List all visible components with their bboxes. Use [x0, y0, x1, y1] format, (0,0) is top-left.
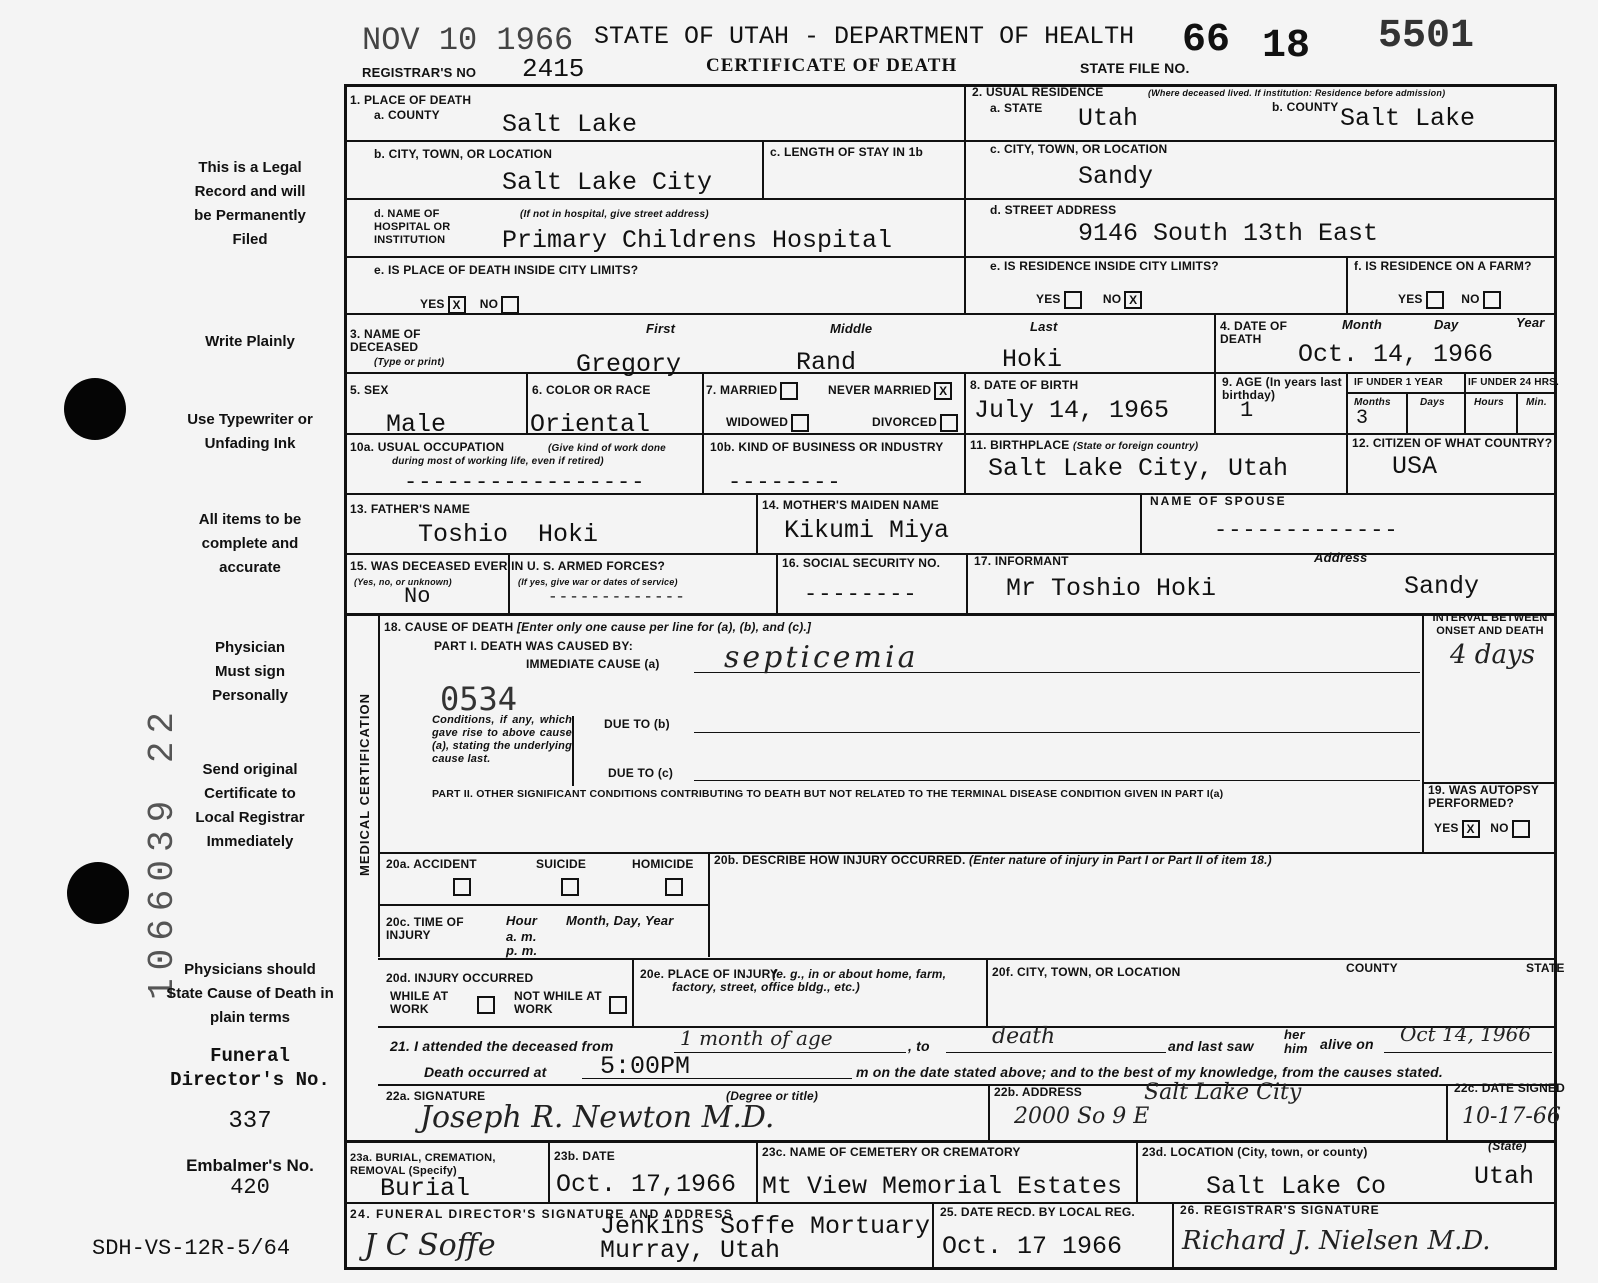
- pod-yes-checkbox[interactable]: X: [448, 296, 466, 314]
- accident-label: 20a. ACCIDENT: [386, 857, 477, 871]
- occupation-label: 10a. USUAL OCCUPATION: [350, 440, 505, 454]
- burial-label: 23a. BURIAL, CREMATION, REMOVAL (Specify): [350, 1152, 496, 1177]
- months-label: Months: [1354, 397, 1391, 408]
- pod-county-label: a. COUNTY: [374, 108, 440, 122]
- birthplace-value: Salt Lake City, Utah: [988, 454, 1289, 483]
- pod-city-label: b. CITY, TOWN, OR LOCATION: [374, 147, 553, 161]
- residence-label: 2. USUAL RESIDENCE: [972, 85, 1104, 99]
- sidebar-write-plainly: Write Plainly: [205, 333, 295, 350]
- citizen-label: 12. CITIZEN OF WHAT COUNTRY?: [1352, 436, 1553, 450]
- pod-stay-label: c. LENGTH OF STAY IN 1b: [770, 145, 924, 159]
- pod-inside-city-label: e. IS PLACE OF DEATH INSIDE CITY LIMITS?: [374, 263, 639, 277]
- dob-label: 8. DATE OF BIRTH: [970, 378, 1079, 392]
- time-injury-label: 20c. TIME OF INJURY: [386, 915, 464, 942]
- mdy-label: Month, Day, Year: [566, 913, 674, 928]
- race-value: Oriental: [530, 410, 651, 439]
- res-county-value: Salt Lake: [1340, 104, 1476, 133]
- funeral-city: Murray, Utah: [600, 1236, 781, 1265]
- father-value: Toshio Hoki: [418, 520, 599, 549]
- vertical-serial-number: [142, 520, 182, 1000]
- alive-on-label: alive on: [1320, 1036, 1374, 1052]
- injury-county-label: COUNTY: [1346, 961, 1398, 975]
- informant-value: Mr Toshio Hoki: [1006, 574, 1217, 603]
- pod-hospital-value: Primary Childrens Hospital: [502, 226, 893, 255]
- res-county-label: b. COUNTY: [1272, 100, 1339, 114]
- informant-label: 17. INFORMANT: [974, 554, 1069, 568]
- widowed-text: WIDOWED: [726, 415, 789, 430]
- sidebar-all-items: All items to be complete and accurate: [198, 511, 302, 576]
- form-code: SDH-VS-12R-5/64: [92, 1236, 291, 1261]
- state-file-label: STATE FILE NO.: [1080, 60, 1190, 76]
- punch-hole-bottom: [67, 862, 129, 924]
- location-state-label: (State): [1488, 1139, 1527, 1153]
- res-street-label: d. STREET ADDRESS: [990, 203, 1117, 217]
- month-label: Month: [1342, 317, 1382, 332]
- registrar-label: 26. REGISTRAR'S SIGNATURE: [1180, 1203, 1380, 1217]
- vertical-serial-text: 1066039 22: [142, 703, 183, 1000]
- farm-no-label: NO: [1461, 292, 1480, 307]
- res-farm-label: f. IS RESIDENCE ON A FARM?: [1354, 259, 1532, 273]
- sidebar-send-original: Send original Certificate to Local Registrar Immediately: [195, 761, 305, 850]
- sidebar-legal-record: This is a Legal Record and will be Permanently Filed: [194, 159, 306, 248]
- deceased-first: Gregory: [576, 350, 682, 379]
- not-while-work-checkbox[interactable]: [609, 996, 627, 1014]
- describe-label: [714, 854, 1272, 867]
- him-label: him: [1284, 1041, 1308, 1056]
- cemetery-label: 23c. NAME OF CEMETERY OR CREMATORY: [762, 1145, 1021, 1159]
- place-injury-label: 20e. PLACE OF INJURY: [640, 967, 779, 981]
- birthplace-label-text: 11. BIRTHPLACE: [970, 438, 1070, 452]
- pod-inside-city-options: [420, 296, 519, 314]
- res-yes-checkbox[interactable]: [1064, 291, 1082, 309]
- hour-label: Hour: [506, 913, 538, 928]
- pod-hospital-label: d. NAME OF HOSPITAL OR INSTITUTION: [374, 208, 451, 246]
- injury-state-label: STATE: [1526, 961, 1565, 975]
- res-city-value: Sandy: [1078, 162, 1154, 191]
- occurred-at-value: 5:00PM: [600, 1052, 691, 1081]
- autopsy-label: 19. WAS AUTOPSY PERFORMED?: [1428, 783, 1539, 810]
- interval-value: 4 days: [1450, 640, 1535, 670]
- armed-label: 15. WAS DECEASED EVER IN U. S. ARMED FORCES?: [350, 559, 666, 573]
- farm-yes-label: YES: [1398, 292, 1423, 307]
- occurred-suffix: m on the date stated above; and to the best of my knowledge, from the causes stated.: [856, 1064, 1444, 1080]
- pm-label: p. m.: [506, 943, 538, 958]
- homicide-checkbox[interactable]: [665, 878, 683, 896]
- interval-label: INTERVAL BETWEEN ONSET AND DEATH: [1432, 612, 1548, 637]
- while-work-checkbox[interactable]: [477, 996, 495, 1014]
- recd-label: 25. DATE RECD. BY LOCAL REG.: [940, 1205, 1135, 1219]
- never-married-text: NEVER MARRIED: [828, 383, 932, 398]
- sidebar-funeral-director-no: 337: [228, 1108, 272, 1135]
- occupation-note: (Give kind of work done during most of working life, even if retired): [392, 443, 666, 467]
- to-label: , to: [908, 1038, 930, 1054]
- not-while-work-label: NOT WHILE AT WORK: [514, 989, 602, 1016]
- occurred-label: 20d. INJURY OCCURRED: [386, 971, 534, 985]
- sex-label: 5. SEX: [350, 383, 389, 397]
- widowed-checkbox[interactable]: [791, 414, 809, 432]
- medical-certification-label: [352, 620, 376, 950]
- informant-address-label: Address: [1314, 550, 1368, 565]
- ssn-label: 16. SOCIAL SECURITY NO.: [782, 556, 941, 570]
- hours-label: Hours: [1474, 397, 1504, 408]
- physician-signature: Joseph R. Newton M.D.: [420, 1100, 775, 1135]
- deceased-name-note: (Type or print): [374, 357, 445, 368]
- injury-city-label: 20f. CITY, TOWN, OR LOCATION: [992, 965, 1181, 979]
- address-line-1: Salt Lake City: [1144, 1080, 1302, 1105]
- alive-on-value: Oct 14, 1966: [1400, 1022, 1532, 1046]
- stamp-date: NOV 10 1966: [362, 22, 574, 59]
- armed-value: No: [404, 584, 431, 609]
- middle-label: Middle: [830, 321, 873, 336]
- married-checkbox[interactable]: [780, 382, 798, 400]
- pod-city-value: Salt Lake City: [502, 168, 713, 197]
- age-value: 1: [1240, 398, 1254, 423]
- file-no-c: 5501: [1378, 14, 1475, 59]
- never-married-label: [828, 382, 952, 400]
- married-label: [706, 382, 798, 400]
- ssn-dashes: --------: [804, 582, 918, 607]
- sidebar-embalmer-label: Embalmer's No.: [186, 1156, 314, 1175]
- due-c-label: DUE TO (c): [608, 766, 674, 780]
- place-of-death-label: 1. PLACE OF DEATH: [350, 93, 472, 107]
- punch-hole-top: [64, 378, 126, 440]
- occurred-at-label: Death occurred at: [424, 1064, 547, 1080]
- location-value: Salt Lake Co: [1206, 1172, 1387, 1201]
- funeral-name: Jenkins Soffe Mortuary: [600, 1212, 931, 1241]
- res-inside-city-label: e. IS RESIDENCE INSIDE CITY LIMITS?: [990, 259, 1219, 273]
- registrar-signature: Richard J. Nielsen M.D.: [1182, 1226, 1491, 1256]
- while-work-label: [390, 990, 480, 1016]
- describe-note: (Enter nature of injury in Part I or Part II of item 18.): [969, 853, 1272, 867]
- sidebar-funeral-director-label: Funeral Director's No.: [170, 1045, 330, 1091]
- attended-to: death: [992, 1024, 1056, 1049]
- burial-value: Burial: [380, 1174, 471, 1203]
- autopsy-yes-label: YES: [1434, 821, 1459, 836]
- days-label: Days: [1420, 397, 1445, 408]
- under-24-label: IF UNDER 24 HRS.: [1468, 377, 1559, 388]
- burial-date-label: 23b. DATE: [554, 1149, 615, 1163]
- due-b-label: DUE TO (b): [604, 717, 670, 731]
- burial-date-value: Oct. 17,1966: [556, 1170, 737, 1199]
- accident-checkbox[interactable]: [453, 878, 471, 896]
- location-label: 23d. LOCATION (City, town, or county): [1142, 1145, 1368, 1159]
- suicide-label: SUICIDE: [536, 857, 587, 871]
- informant-address: Sandy: [1404, 572, 1480, 601]
- widowed-label: [726, 414, 809, 432]
- suicide-checkbox[interactable]: [561, 878, 579, 896]
- date-of-death-label: 4. DATE OF DEATH: [1220, 319, 1288, 346]
- armed-war-note: (If yes, give war or dates of service): [518, 577, 678, 587]
- armed-dashes: -------------: [548, 588, 686, 606]
- res-farm-options: [1398, 291, 1501, 309]
- occupation-dashes: -----------------: [404, 470, 646, 495]
- cause-code: 0534: [440, 680, 518, 718]
- father-label: 13. FATHER'S NAME: [350, 502, 471, 516]
- deceased-name-label: 3. NAME OF DECEASED: [350, 327, 421, 354]
- pod-hospital-note: (If not in hospital, give street address): [520, 209, 709, 220]
- spouse-dashes: -------------: [1214, 518, 1399, 543]
- date-signed-label: 22c. DATE SIGNED: [1454, 1081, 1566, 1095]
- file-no-b: 18: [1262, 24, 1311, 69]
- while-work-text: WHILE AT WORK: [390, 989, 449, 1016]
- recd-value: Oct. 17 1966: [942, 1232, 1123, 1261]
- married-text: 7. MARRIED: [706, 383, 778, 398]
- immediate-label: IMMEDIATE CAUSE (a): [526, 657, 660, 671]
- mother-value: Kikumi Miya: [784, 516, 950, 545]
- immediate-cause-value: septicemia: [724, 640, 919, 675]
- cemetery-value: Mt View Memorial Estates: [762, 1172, 1123, 1201]
- am-label: a. m.: [506, 929, 537, 944]
- spouse-label: NAME OF SPOUSE: [1150, 494, 1287, 508]
- day-label: Day: [1434, 317, 1459, 332]
- degree-label: (Degree or title): [726, 1089, 819, 1103]
- farm-yes-checkbox[interactable]: [1426, 291, 1444, 309]
- first-label: First: [646, 321, 676, 336]
- pod-yes-label: YES: [420, 297, 445, 312]
- sidebar-physician-sign: Physician Must sign Personally: [212, 639, 288, 704]
- birthplace-note: (State or foreign country): [1073, 441, 1199, 452]
- attended-from: 1 month of age: [680, 1026, 833, 1050]
- sidebar-use-typewriter: Use Typewriter or Unfading Ink: [187, 411, 313, 452]
- res-state-value: Utah: [1078, 104, 1139, 133]
- autopsy-no-checkbox[interactable]: [1512, 820, 1530, 838]
- residence-note: (Where deceased lived. If institution: Residence before admission): [1148, 88, 1446, 98]
- file-no-a: 66: [1182, 18, 1231, 63]
- res-state-label: a. STATE: [990, 101, 1043, 115]
- race-label: 6. COLOR OR RACE: [532, 383, 651, 397]
- last-saw-label: and last saw: [1168, 1038, 1254, 1054]
- res-city-label: c. CITY, TOWN, OR LOCATION: [990, 142, 1168, 156]
- farm-no-checkbox[interactable]: [1483, 291, 1501, 309]
- conditions-note: Conditions, if any, which gave rise to above cause (a), stating the underlying cause last.: [432, 714, 572, 765]
- res-no-checkbox[interactable]: X: [1124, 291, 1142, 309]
- last-label: Last: [1030, 319, 1058, 334]
- describe-label-text: 20b. DESCRIBE HOW INJURY OCCURRED.: [714, 853, 966, 867]
- part2-label: PART II. OTHER SIGNIFICANT CONDITIONS CONTRIBUTING TO DEATH BUT NOT RELATED TO THE TERMINAL DISEASE CONDITION GIVEN IN PART I(a): [432, 788, 1224, 800]
- citizen-value: USA: [1392, 452, 1438, 481]
- autopsy-options: [1434, 820, 1530, 838]
- divorced-label: [872, 414, 958, 432]
- business-label: 10b. KIND OF BUSINESS OR INDUSTRY: [710, 440, 944, 454]
- min-label: Min.: [1526, 397, 1547, 408]
- business-dashes: --------: [728, 470, 842, 495]
- registrar-no: 2415: [522, 54, 585, 84]
- funeral-signature: J C Soffe: [364, 1228, 496, 1263]
- res-inside-city-options: [1036, 291, 1142, 309]
- attended-label: 21. I attended the deceased from: [390, 1038, 614, 1054]
- autopsy-yes-checkbox[interactable]: X: [1462, 820, 1480, 838]
- birthplace-label: [970, 439, 1198, 453]
- cause-label: [384, 621, 811, 634]
- sidebar-embalmer-no: 420: [230, 1175, 270, 1200]
- sex-value: Male: [386, 410, 447, 439]
- cause-label-text: 18. CAUSE OF DEATH: [384, 620, 514, 634]
- place-injury-note: (e. g., in or about home, farm, factory, street, office bldg., etc.): [672, 967, 947, 994]
- location-state: Utah: [1474, 1162, 1535, 1191]
- date-signed-value: 10-17-66: [1462, 1104, 1561, 1129]
- months-value: 3: [1356, 407, 1369, 430]
- deceased-middle: Rand: [796, 348, 857, 377]
- pod-no-checkbox[interactable]: [501, 296, 519, 314]
- res-yes-label: YES: [1036, 292, 1061, 307]
- registrar-no-label: REGISTRAR'S NO: [362, 65, 477, 80]
- year-label: Year: [1516, 315, 1545, 330]
- part1-label: PART I. DEATH WAS CAUSED BY:: [434, 639, 633, 653]
- pod-county-value: Salt Lake: [502, 110, 638, 139]
- autopsy-no-label: NO: [1490, 821, 1509, 836]
- age-label: 9. AGE (In years last birthday): [1222, 375, 1342, 402]
- divorced-text: DIVORCED: [872, 415, 937, 430]
- her-label: her: [1284, 1027, 1305, 1042]
- funeral-label: 24. FUNERAL DIRECTOR'S SIGNATURE AND ADDRESS: [350, 1207, 734, 1221]
- date-of-death-value: Oct. 14, 1966: [1298, 340, 1494, 369]
- address-label: 22b. ADDRESS: [994, 1085, 1082, 1099]
- never-married-checkbox[interactable]: X: [934, 382, 952, 400]
- under-1-label: IF UNDER 1 YEAR: [1354, 377, 1443, 388]
- cause-instruction: [Enter only one cause per line for (a), (b), and (c).]: [516, 620, 812, 634]
- homicide-label: HOMICIDE: [632, 857, 694, 871]
- state-title: STATE OF UTAH - DEPARTMENT OF HEALTH: [594, 22, 1135, 51]
- certificate-title: CERTIFICATE OF DEATH: [706, 55, 958, 76]
- sidebar-physicians-should: Physicians should State Cause of Death in plain terms: [166, 961, 334, 1026]
- address-line-2: 2000 So 9 E: [1014, 1104, 1150, 1129]
- pod-no-label: NO: [479, 297, 499, 312]
- medical-certification-text: MEDICAL CERTIFICATION: [356, 693, 372, 877]
- divorced-checkbox[interactable]: [940, 414, 958, 432]
- mother-label: 14. MOTHER'S MAIDEN NAME: [762, 498, 940, 512]
- signature-label: 22a. SIGNATURE: [386, 1089, 486, 1103]
- deceased-last: Hoki: [1002, 345, 1063, 374]
- res-no-label: NO: [1102, 292, 1122, 307]
- res-street-value: 9146 South 13th East: [1078, 219, 1379, 248]
- dob-value: July 14, 1965: [974, 396, 1170, 425]
- armed-note: (Yes, no, or unknown): [354, 577, 452, 587]
